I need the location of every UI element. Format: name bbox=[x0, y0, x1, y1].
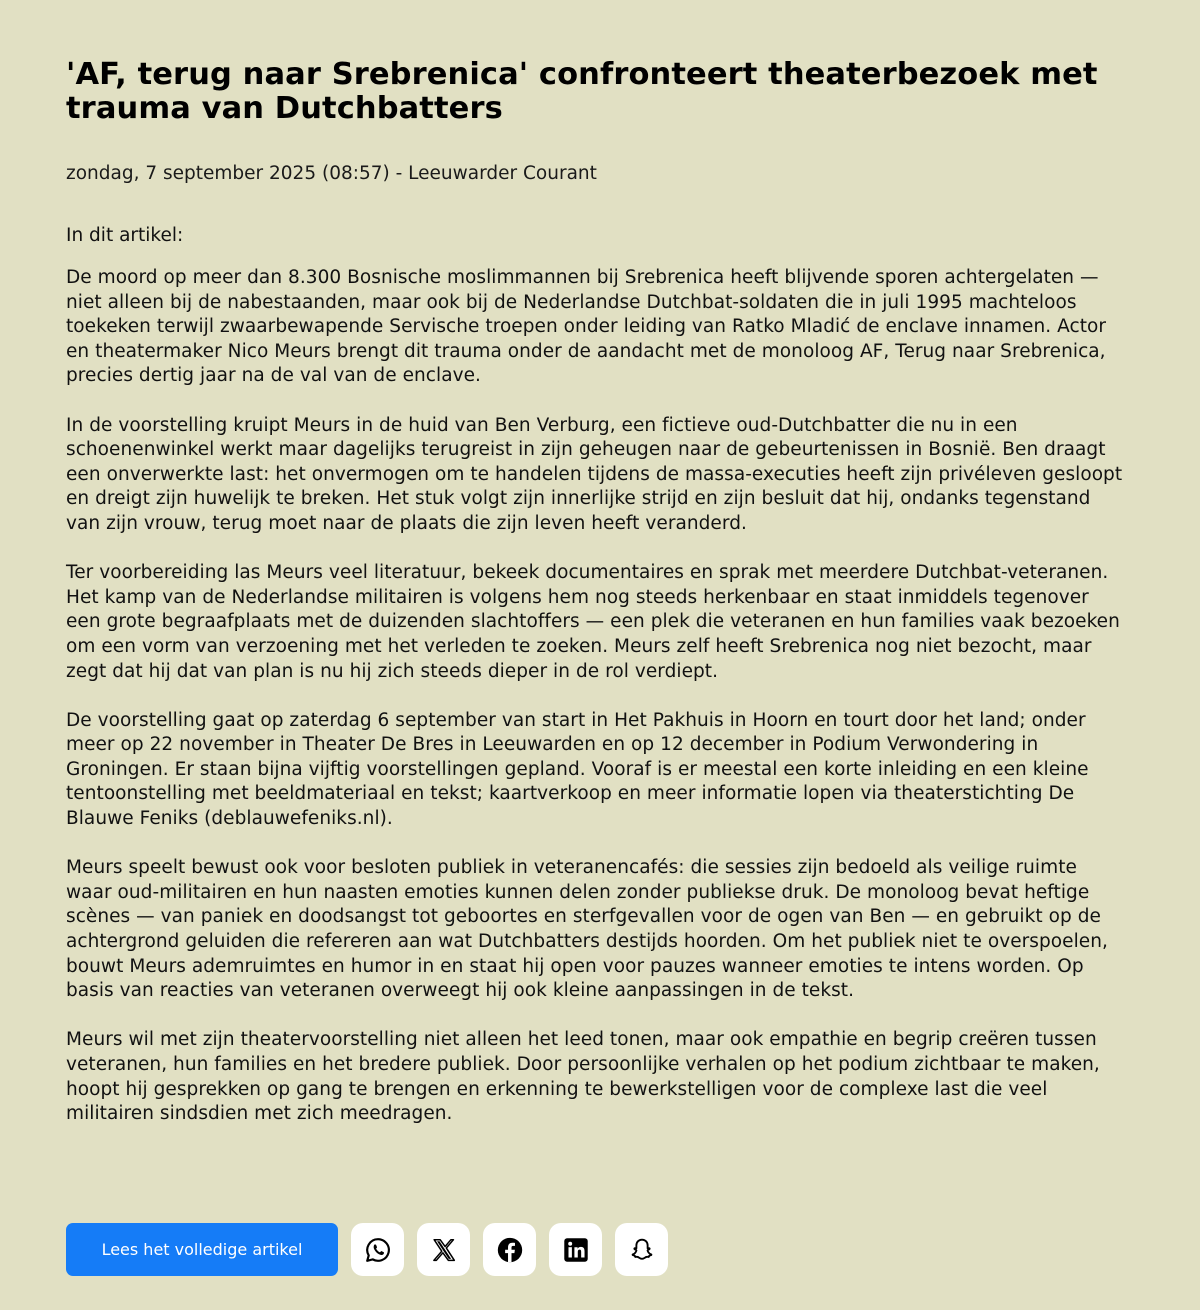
share-linkedin-button[interactable] bbox=[549, 1223, 602, 1276]
share-x-button[interactable] bbox=[417, 1223, 470, 1276]
paragraph: Meurs wil met zijn theatervoorstelling niet alleen het leed tonen, maar ook empathie en begrip creëren tussen veteranen, hun families en het bredere publiek. Door persoonlijke verhalen op het podium zichtbaar te maken, hoopt hij gesprekken op gang te brengen en erkenning te bewerkstelligen voor de complexe last die veel militairen sindsdien met zich meedragen. bbox=[66, 1029, 1100, 1125]
paragraph: De moord op meer dan 8.300 Bosnische moslimmannen bij Srebrenica heeft blijvende sporen achtergelaten — niet alleen bij de nabestaanden, maar ook bij de Nederlandse Dutchbat-soldaten die in juli 1995 machteloos toekeken terwijl zwaarbewapende Servische troepen onder leiding van Ratko Mladić de enclave innamen. Actor en theatermaker Nico Meurs brengt dit trauma onder de aandacht met de monoloog AF, Terug naar Srebrenica, precies dertig jaar na de val van de enclave. bbox=[66, 267, 1107, 387]
article-title: 'AF, terug naar Srebrenica' confronteert theaterbezoek met trauma van Dutchbatters bbox=[66, 57, 1098, 126]
share-facebook-button[interactable] bbox=[483, 1223, 536, 1276]
linkedin-icon bbox=[561, 1235, 591, 1265]
article bbox=[66, 58, 1126, 1127]
whatsapp-icon bbox=[363, 1235, 393, 1265]
paragraph: Ter voorbereiding las Meurs veel literatuur, bekeek documentaires en sprak met meerdere Dutchbat-veteranen. Het kamp van de Nederlandse militairen is volgens hem nog steeds herkenbaar en staat inmiddels tegenover een grote begraafplaats met de duizenden slachtoffers — een plek die veteranen en hun families vaak bezoeken om een vorm van verzoening met het verleden te zoeken. Meurs zelf heeft Srebrenica nog niet bezocht, maar zegt dat hij dat van plan is nu hij zich steeds dieper in de rol verdiept. bbox=[66, 562, 1120, 682]
intro-label: In dit artikel: bbox=[66, 225, 184, 246]
snapchat-icon bbox=[627, 1235, 657, 1265]
x-icon bbox=[429, 1235, 459, 1265]
paragraph: Meurs speelt bewust ook voor besloten publiek in veteranencafés: die sessies zijn bedoeld als veilige ruimte waar oud-militairen en hun naasten emoties kunnen delen zonder publiekse druk. De monoloog bevat heftige scènes — van paniek en doodsangst tot geboortes en sterfgevallen voor de ogen van Ben — en gebruikt op de achtergrond geluiden die refereren aan wat Dutchbatters destijds hoorden. Om het publiek niet te overspoelen, bouwt Meurs ademruimtes en humor in en staat hij open voor pauzes wanneer emoties te intens worden. Op basis van reacties van veteranen overweegt hij ook kleine aanpassingen in de tekst. bbox=[66, 857, 1108, 1002]
action-bar bbox=[66, 1223, 681, 1276]
share-whatsapp-button[interactable] bbox=[351, 1223, 404, 1276]
read-full-article-button[interactable]: Lees het volledige artikel bbox=[66, 1223, 338, 1276]
article-meta: zondag, 7 september 2025 (08:57) - Leeuwarder Courant bbox=[66, 163, 597, 184]
article-body bbox=[66, 266, 1126, 1127]
share-snapchat-button[interactable] bbox=[615, 1223, 668, 1276]
paragraph: De voorstelling gaat op zaterdag 6 september van start in Het Pakhuis in Hoorn en tourt door het land; onder meer op 22 november in Theater De Bres in Leeuwarden en op 12 december in Podium Verwondering in Groningen. Er staan bijna vijftig voorstellingen gepland. Vooraf is er meestal een korte inleiding en een kleine tentoonstelling met beeldmateriaal en tekst; kaartverkoop en meer informatie lopen via theaterstichting De Blauwe Feniks (deblauwefeniks.nl). bbox=[66, 709, 1089, 830]
facebook-icon bbox=[495, 1235, 525, 1265]
paragraph: In de voorstelling kruipt Meurs in de huid van Ben Verburg, een fictieve oud-Dutchbatter die nu in een schoenenwinkel werkt maar dagelijks terugreist in zijn geheugen naar de gebeurtenissen in Bosnië. Ben draagt een onverwerkte last: het onvermogen om te handelen tijdens de massa-executies heeft zijn privéleven gesloopt en dreigt zijn huwelijk te breken. Het stuk volgt zijn innerlijke strijd en zijn besluit dat hij, ondanks tegenstand van zijn vrouw, terug moet naar de plaats die zijn leven heeft veranderd. bbox=[66, 414, 1123, 534]
